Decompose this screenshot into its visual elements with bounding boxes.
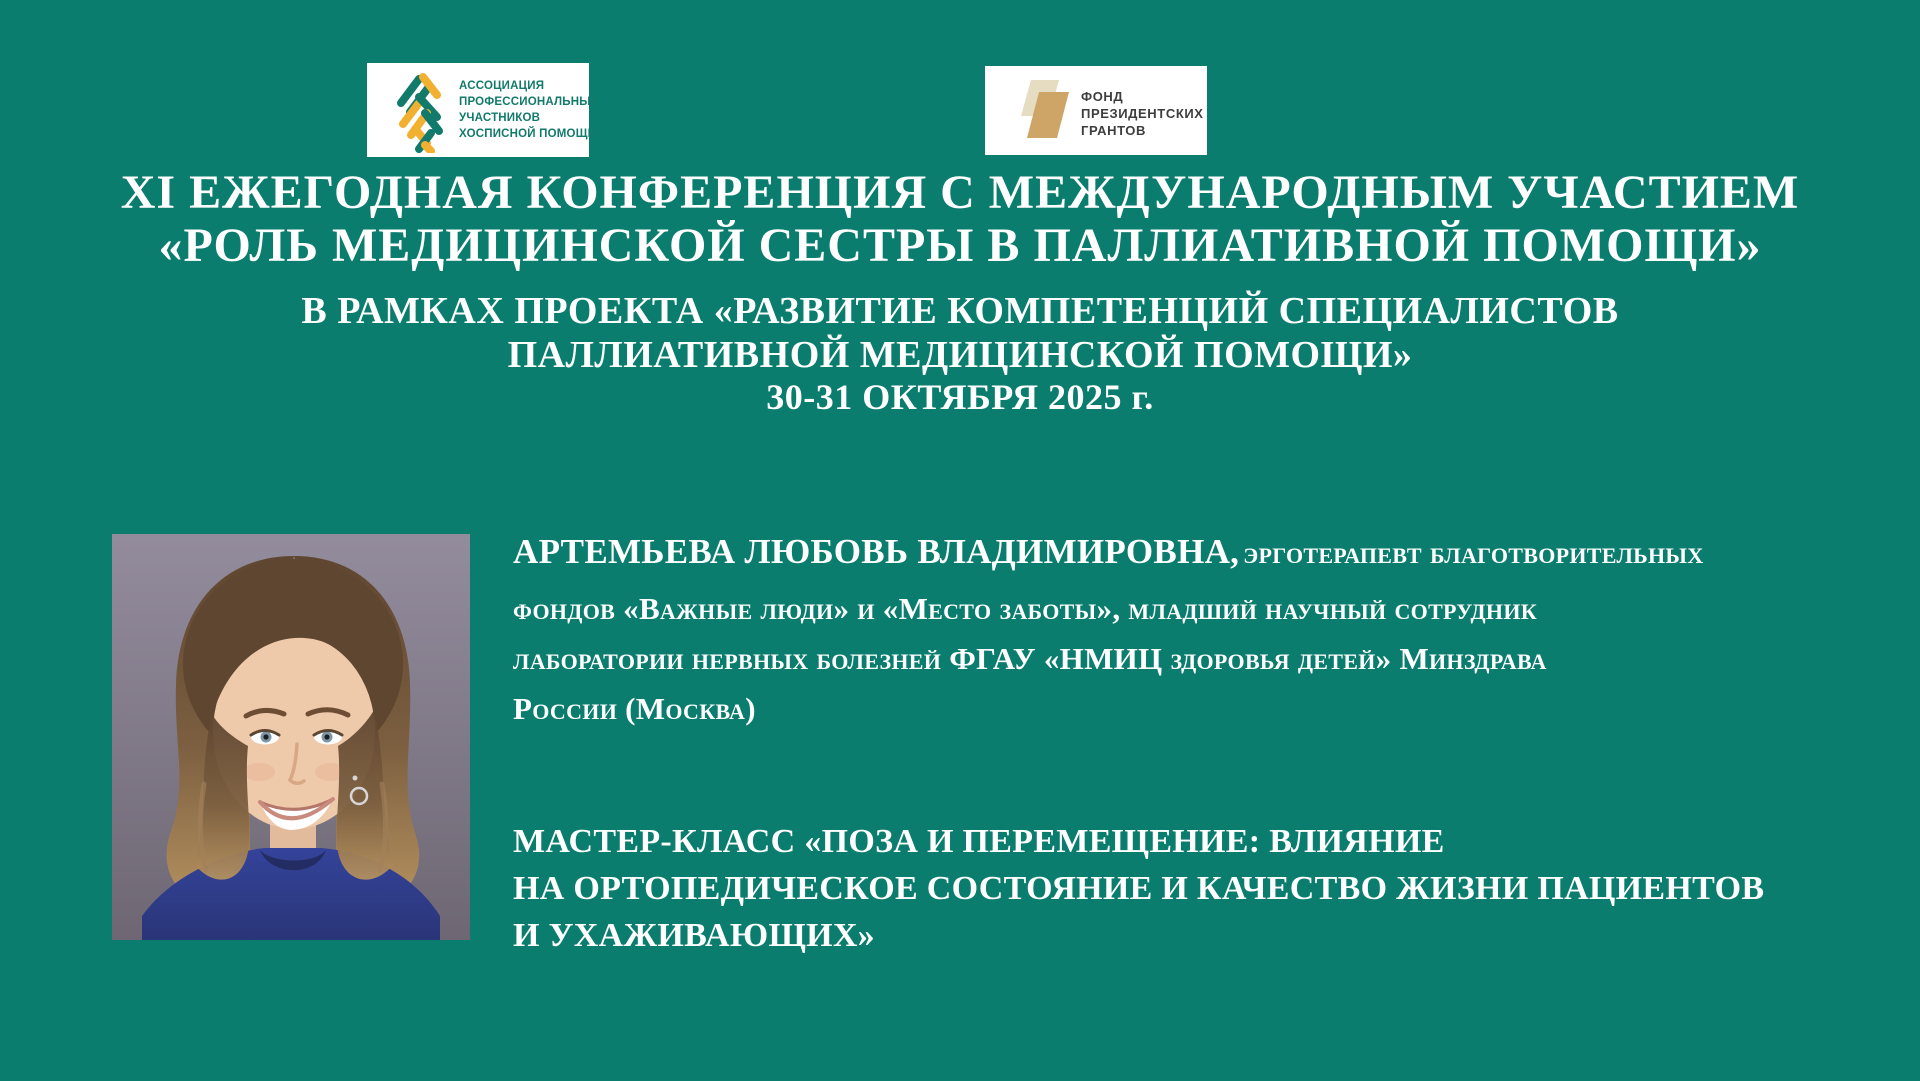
speaker-bio-line: лаборатории нервных болезней ФГАУ «НМИЦ здоровья детей» Минздрава	[513, 641, 1547, 676]
speaker-portrait-photo	[112, 534, 470, 940]
speaker-role: эрготерапевт благотворительных	[1243, 535, 1704, 570]
masterclass-title	[513, 818, 1913, 959]
hospice-association-logo	[367, 63, 599, 157]
speaker-bio-line: России (Москва)	[513, 691, 756, 726]
hospice-logo-text	[459, 78, 599, 142]
presidential-grants-logo	[985, 66, 1207, 155]
speaker-bio-line: фондов «Важные люди» и «Место заботы», младший научный сотрудник	[513, 591, 1537, 626]
grants-logo-line: ФОНД	[1081, 89, 1124, 104]
grants-logo-line: ПРЕЗИДЕНТСКИХ	[1081, 106, 1204, 121]
speaker-bio	[513, 527, 1908, 734]
double-parallelogram-icon	[1007, 76, 1077, 146]
event-date: 30-31 ОКТЯБРЯ 2025 г.	[766, 377, 1154, 417]
hospice-logo-line: ПРОФЕССИОНАЛЬНЫХ	[459, 96, 599, 108]
grants-logo-line: ГРАНТОВ	[1081, 123, 1146, 138]
grants-logo-text	[1081, 88, 1204, 139]
masterclass-title-line1: МАСТЕР-КЛАСС «ПОЗА И ПЕРЕМЕЩЕНИЕ: ВЛИЯНИЕ	[513, 823, 1445, 860]
speaker-bio-line	[513, 527, 1908, 584]
hospice-logo-line: УЧАСТНИКОВ	[459, 112, 541, 124]
interlocked-hands-chevron-icon	[389, 69, 453, 153]
conference-title	[0, 166, 1920, 272]
conference-title-line2: «РОЛЬ МЕДИЦИНСКОЙ СЕСТРЫ В ПАЛЛИАТИВНОЙ ПОМОЩИ»	[158, 219, 1762, 272]
project-subtitle	[0, 289, 1920, 377]
masterclass-title-line2: НА ОРТОПЕДИЧЕСКОЕ СОСТОЯНИЕ И КАЧЕСТВО ЖИЗНИ ПАЦИЕНТОВ	[513, 870, 1765, 907]
hospice-logo-line: ХОСПИСНОЙ ПОМОЩИ	[459, 128, 597, 140]
masterclass-title-line3: И УХАЖИВАЮЩИХ»	[513, 917, 875, 954]
speaker-name: АРТЕМЬЕВА ЛЮБОВЬ ВЛАДИМИРОВНА,	[513, 532, 1240, 571]
hospice-logo-line: АССОЦИАЦИЯ	[459, 80, 545, 92]
conference-title-line1: XI ЕЖЕГОДНАЯ КОНФЕРЕНЦИЯ С МЕЖДУНАРОДНЫМ УЧАСТИЕМ	[120, 166, 1800, 219]
project-subtitle-line2: ПАЛЛИАТИВНОЙ МЕДИЦИНСКОЙ ПОМОЩИ»	[507, 334, 1413, 376]
project-subtitle-line1: В РАМКАХ ПРОЕКТА «РАЗВИТИЕ КОМПЕТЕНЦИЙ СПЕЦИАЛИСТОВ	[301, 290, 1619, 332]
portrait-image	[112, 534, 470, 940]
